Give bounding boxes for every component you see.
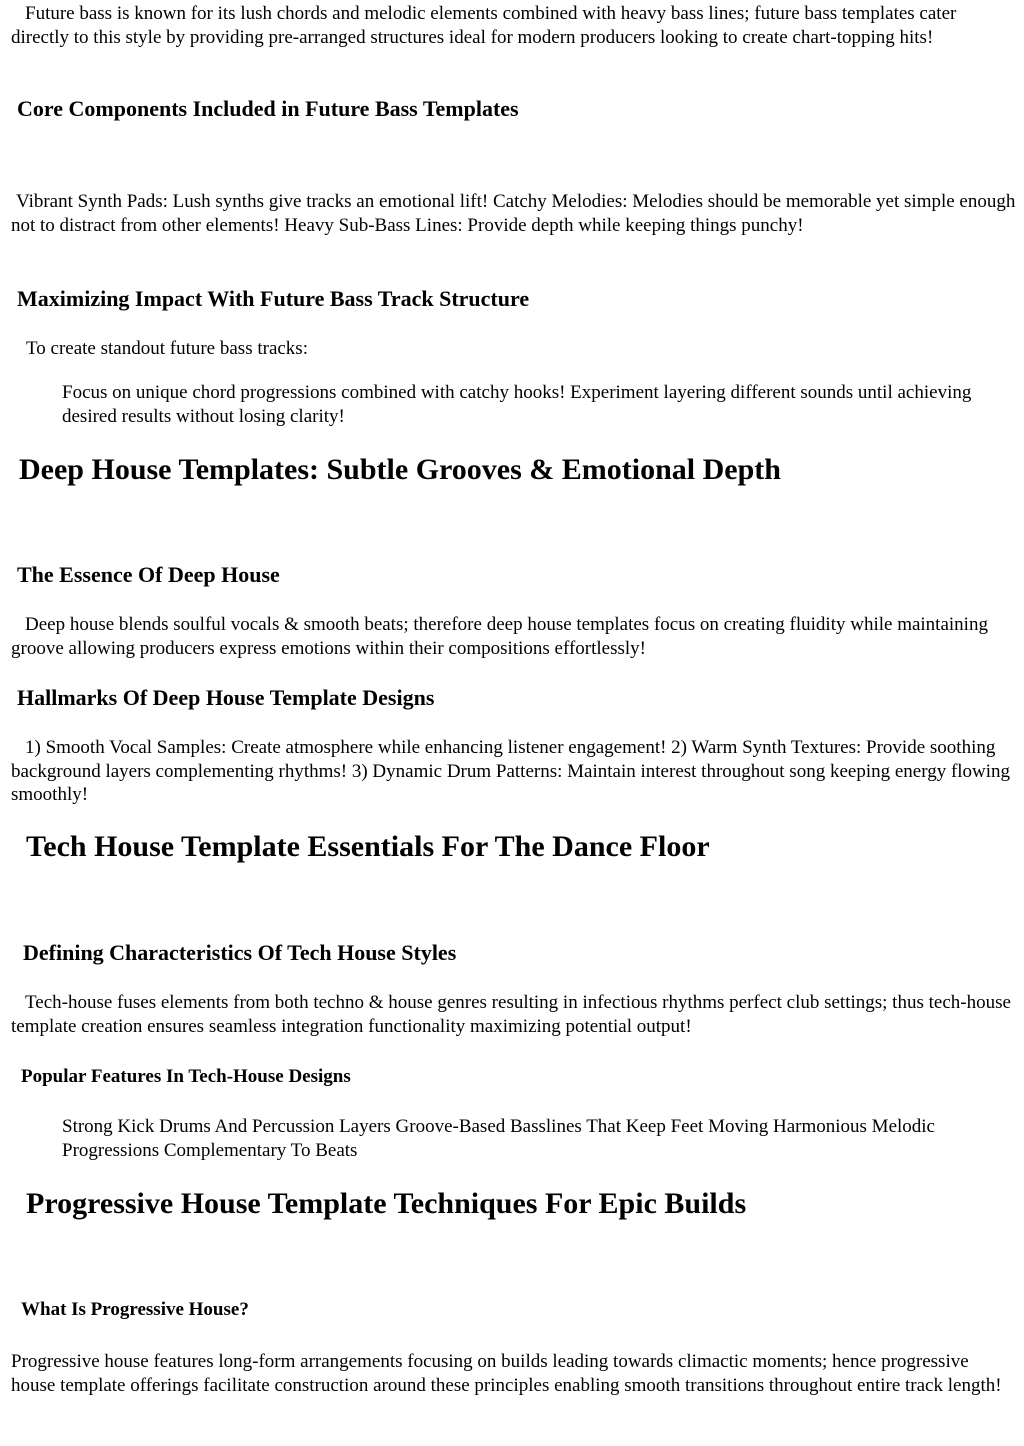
hallmarks-heading: Hallmarks Of Deep House Template Designs: [17, 685, 435, 710]
deep-house-title: Deep House Templates: Subtle Grooves & Emotional Depth: [19, 453, 781, 486]
track-structure-blockquote: Focus on unique chord progressions combined with catchy hooks! Experiment layering different sounds until achieving desired results without losing clarity!: [62, 382, 972, 427]
hallmarks-paragraph: 1) Smooth Vocal Samples: Create atmosphere while enhancing listener engagement! 2) Warm Synth Textures: Provide soothing background layers complementing rhythms! 3) Dynamic Drum Patterns: Maintain interest throughout song keeping energy flowing smoothly!: [11, 737, 1011, 805]
progressive-house-title: Progressive House Template Techniques For Epic Builds: [26, 1187, 747, 1220]
tech-house-title: Tech House Template Essentials For The Dance Floor: [26, 830, 710, 863]
what-is-progressive-house-paragraph: Progressive house features long-form arrangements focusing on builds leading towards climactic moments; hence progressive house template offerings facilitate construction around these principles enabling smooth transitions throughout entire track length!: [11, 1351, 1002, 1396]
core-components-heading: Core Components Included in Future Bass Templates: [17, 96, 519, 121]
what-is-progressive-house-heading: What Is Progressive House?: [21, 1299, 249, 1320]
essence-deep-house-heading: The Essence Of Deep House: [17, 562, 280, 587]
popular-features-heading: Popular Features In Tech-House Designs: [21, 1066, 351, 1087]
core-components-paragraph: Vibrant Synth Pads: Lush synths give tracks an emotional lift! Catchy Melodies: Melodies should be memorable yet simple enough not to distract from other elements! Heavy Sub-Bass Lines: Provide depth while keeping things punchy!: [11, 191, 1016, 236]
essence-deep-house-paragraph: Deep house blends soulful vocals & smooth beats; therefore deep house templates focus on creating fluidity while maintaining groove allowing producers express emotions within their compositions effortlessly!: [11, 614, 988, 659]
defining-characteristics-heading: Defining Characteristics Of Tech House Styles: [23, 940, 457, 965]
future-bass-intro-paragraph: Future bass is known for its lush chords and melodic elements combined with heavy bass lines; future bass templates cater directly to this style by providing pre-arranged structures ideal for modern producers looking to create chart-topping hits!: [11, 3, 957, 48]
defining-characteristics-paragraph: Tech-house fuses elements from both techno & house genres resulting in infectious rhythms perfect club settings; thus tech-house template creation ensures seamless integration functionality maximizing potential output!: [11, 992, 1011, 1037]
track-structure-lead: To create standout future bass tracks:: [26, 338, 308, 359]
popular-features-list: Strong Kick Drums And Percussion Layers Groove-Based Basslines That Keep Feet Moving Harmonious Melodic Progressions Complementary To Beats: [62, 1116, 935, 1161]
track-structure-heading: Maximizing Impact With Future Bass Track Structure: [17, 286, 530, 311]
